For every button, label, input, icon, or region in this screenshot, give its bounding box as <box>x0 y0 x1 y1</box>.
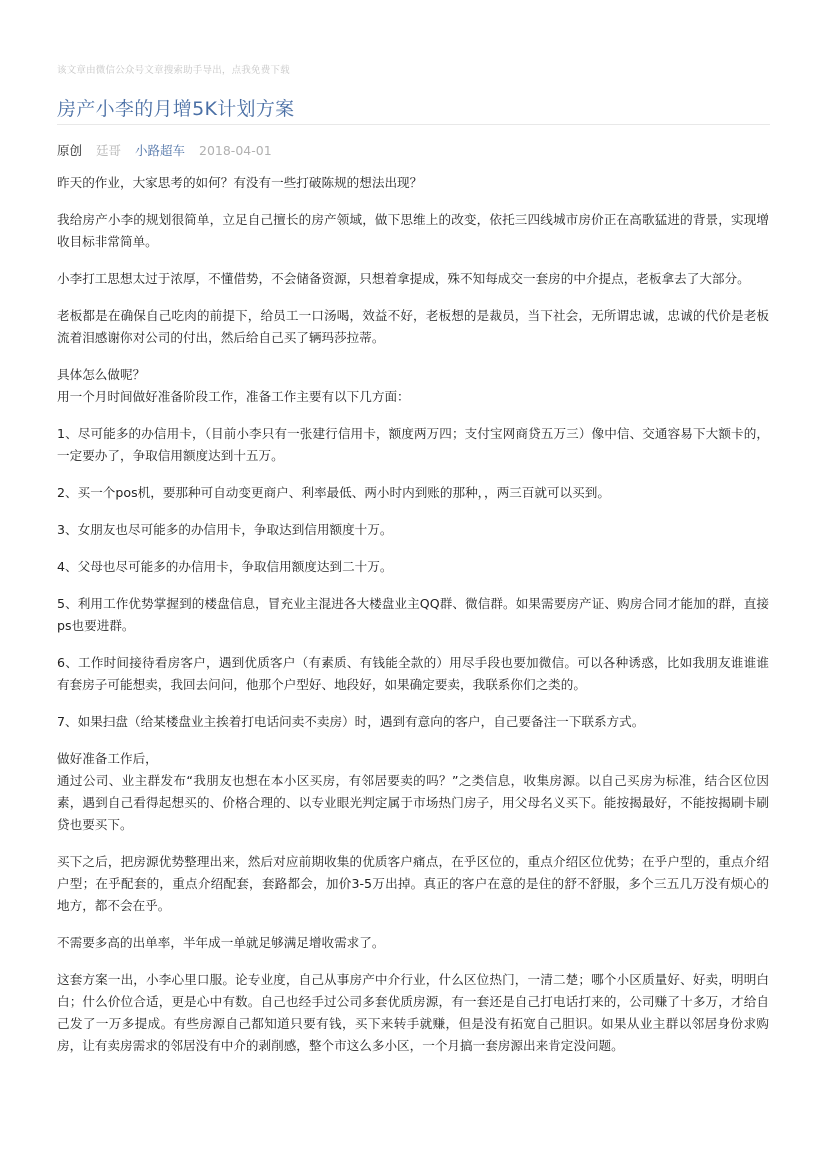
paragraph: 老板都是在确保自己吃肉的前提下，给员工一口汤喝，效益不好，老板想的是裁员，当下社会，无所谓忠诚，忠诚的代价是老板流着泪感谢你对公司的付出，然后给自己买了辆玛莎拉蒂。 <box>57 308 769 345</box>
paragraph: 用一个月时间做好准备阶段工作，准备工作主要有以下几方面： <box>57 389 410 404</box>
paragraph: 通过公司、业主群发布“我朋友也想在本小区买房，有邻居要卖的吗？”之类信息，收集房源。以自己买房为标准，结合区位因素，遇到自己看得起想买的、价格合理的、以专业眼光判定属于市场热门房子，用父母名义买下。能按揭最好，不能按揭刷卡刷贷也要买下。 <box>57 773 769 832</box>
author-name: 廷哥 <box>96 143 122 158</box>
paragraph: 昨天的作业，大家思考的如何？有没有一些打破陈规的想法出现？ <box>57 175 423 190</box>
account-link[interactable]: 小路超车 <box>135 143 186 158</box>
original-badge: 原创 <box>57 143 83 158</box>
list-item: 7、如果扫盘（给某楼盘业主挨着打电话问卖不卖房）时，遇到有意向的客户，自己要备注一下联系方式。 <box>57 714 645 729</box>
paragraph: 做好准备工作后， <box>57 751 158 766</box>
paragraph: 买下之后，把房源优势整理出来，然后对应前期收集的优质客户痛点，在乎区位的，重点介绍区位优势；在乎户型的，重点介绍户型；在乎配套的，重点介绍配套，套路都会，加价3-5万出掉。真正的客户在意的是住的舒不舒服，多个三五几万没有烦心的地方，都不会在乎。 <box>57 854 769 913</box>
list-item: 3、女朋友也尽可能多的办信用卡，争取达到信用额度十万。 <box>57 522 393 537</box>
list-item: 6、工作时间接待看房客户，遇到优质客户（有素质、有钱能全款的）用尽手段也要加微信。可以各种诱惑，比如我朋友谁谁谁有套房子可能想卖，我回去问问，他那个户型好、地段好，如果确定要卖，我联系你们之类的。 <box>57 655 769 692</box>
list-item: 2、买一个pos机，要那种可自动变更商户、利率最低、两小时内到账的那种，，两三百就可以买到。 <box>57 485 610 500</box>
publish-date: 2018-04-01 <box>199 143 272 158</box>
paragraph: 这套方案一出，小李心里口服。论专业度，自己从事房产中介行业，什么区位热门，一清二楚；哪个小区质量好、好卖，明明白白；什么价位合适，更是心中有数。自己也经手过公司多套优质房源，有一套还是自己打电话打来的，公司赚了十多万，才给自己发了一万多提成。有些房源自己都知道只要有钱，买下来转手就赚，但是没有拓宽自己胆识。如果从业主群以邻居身份求购房，让有卖房需求的邻居没有中介的剥削感，整个市这么多小区，一个月搞一套房源出来肯定没问题。 <box>57 972 769 1053</box>
article-meta <box>57 141 282 159</box>
paragraph: 不需要多高的出单率，半年成一单就足够满足增收需求了。 <box>57 935 385 950</box>
export-notice-link[interactable]: 该文章由微信公众号文章搜索助手导出，点我免费下载 <box>57 65 290 76</box>
list-item: 1、尽可能多的办信用卡，（目前小李只有一张建行信用卡，额度两万四；支付宝网商贷五万三）像中信、交通容易下大额卡的，一定要办了，争取信用额度达到十五万。 <box>57 426 769 463</box>
article-body <box>57 172 769 1072</box>
article-title: 房产小李的月增5K计划方案 <box>57 98 295 120</box>
paragraph: 小李打工思想太过于浓厚，不懂借势，不会储备资源，只想着拿提成，殊不知每成交一套房的中介提点，老板拿去了大部分。 <box>57 271 750 286</box>
paragraph: 具体怎么做呢？ <box>57 367 146 382</box>
paragraph: 我给房产小李的规划很简单，立足自己擅长的房产领域，做下思维上的改变，依托三四线城市房价正在高歌猛进的背景，实现增收目标非常简单。 <box>57 212 769 249</box>
list-item: 4、父母也尽可能多的办信用卡，争取信用额度达到二十万。 <box>57 559 393 574</box>
list-item: 5、利用工作优势掌握到的楼盘信息，冒充业主混进各大楼盘业主QQ群、微信群。如果需要房产证、购房合同才能加的群，直接ps也要进群。 <box>57 596 769 633</box>
title-divider <box>57 124 770 125</box>
